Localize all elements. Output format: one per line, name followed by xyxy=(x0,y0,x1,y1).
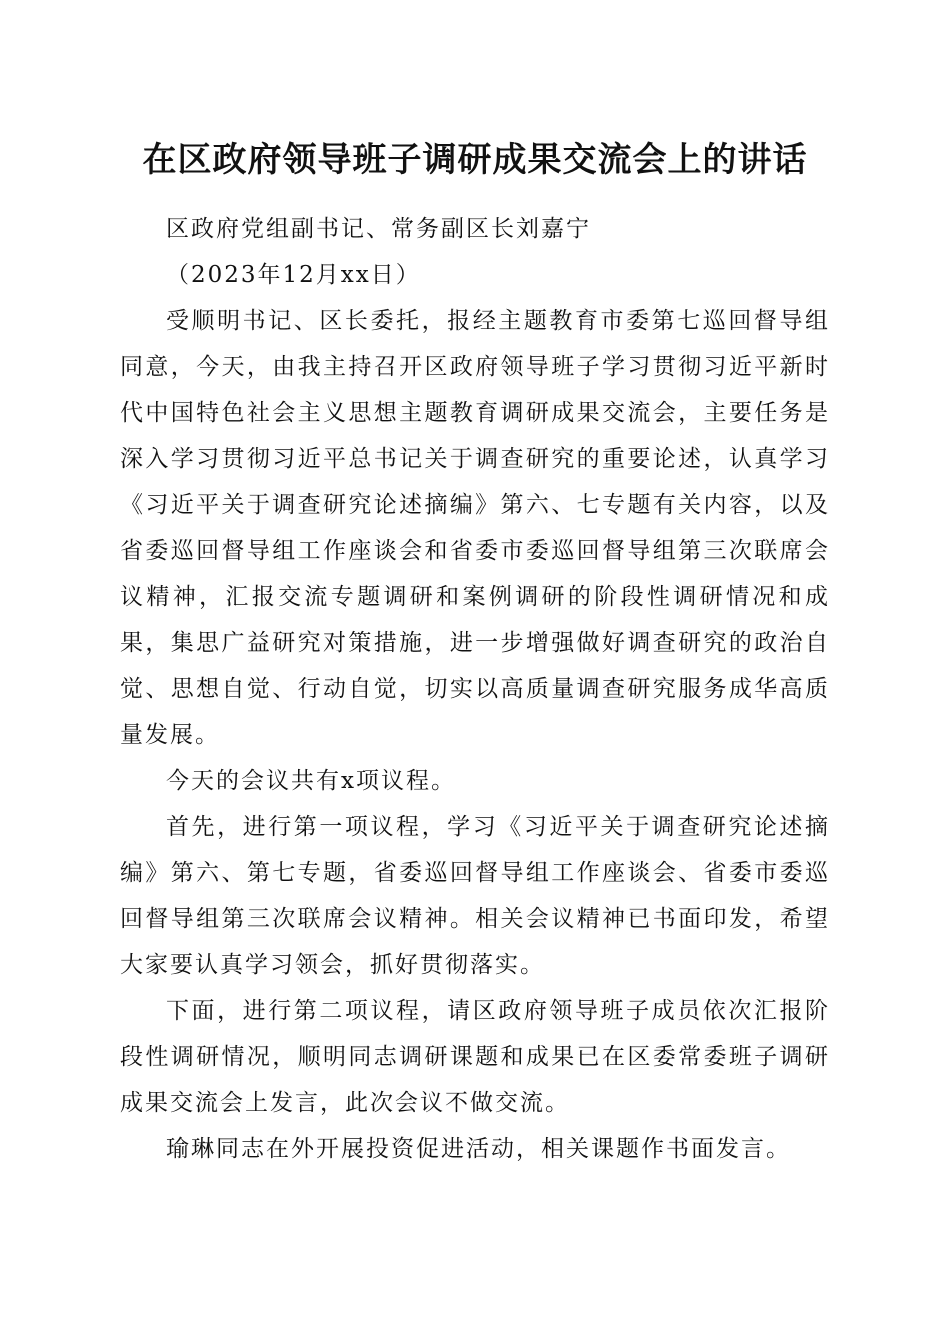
document-title: 在区政府领导班子调研成果交流会上的讲话 xyxy=(142,140,808,180)
paragraph: 瑜琳同志在外开展投资促进活动，相关课题作书面发言。 xyxy=(166,1136,791,1162)
paragraph: 首先，进行第一项议程，学习《习近平关于调查研究论述摘编》第六、第七专题，省委巡回督导组工作座谈会、省委市委巡回督导组第三次联席会议精神。相关会议精神已书面印发，希望大家要认真学习领会，抓好贯彻落实。 xyxy=(120,814,830,978)
paragraph: 下面，进行第二项议程，请区政府领导班子成员依次汇报阶段性调研情况，顺明同志调研课题和成果已在区委常委班子调研成果交流会上发言，此次会议不做交流。 xyxy=(120,998,830,1116)
speaker-line: 区政府党组副书记、常务副区长刘嘉宁 xyxy=(166,216,591,242)
paragraph: 受顺明书记、区长委托，报经主题教育市委第七巡回督导组同意，今天，由我主持召开区政府领导班子学习贯彻习近平新时代中国特色社会主义思想主题教育调研成果交流会，主要任务是深入学习贯彻习近平总书记关于调查研究的重要论述，认真学习《习近平关于调查研究论述摘编》第六、七专题有关内容，以及省委巡回督导组工作座谈会和省委市委巡回督导组第三次联席会议精神，汇报交流专题调研和案例调研的阶段性调研情况和成果，集思广益研究对策措施，进一步增强做好调查研究的政治自觉、思想自觉、行动自觉，切实以高质量调查研究服务成华高质量发展。 xyxy=(120,308,830,748)
paragraph: 今天的会议共有x项议程。 xyxy=(166,768,456,794)
document-body xyxy=(120,206,830,1172)
date-line: （2023年12月xx日） xyxy=(166,262,421,288)
